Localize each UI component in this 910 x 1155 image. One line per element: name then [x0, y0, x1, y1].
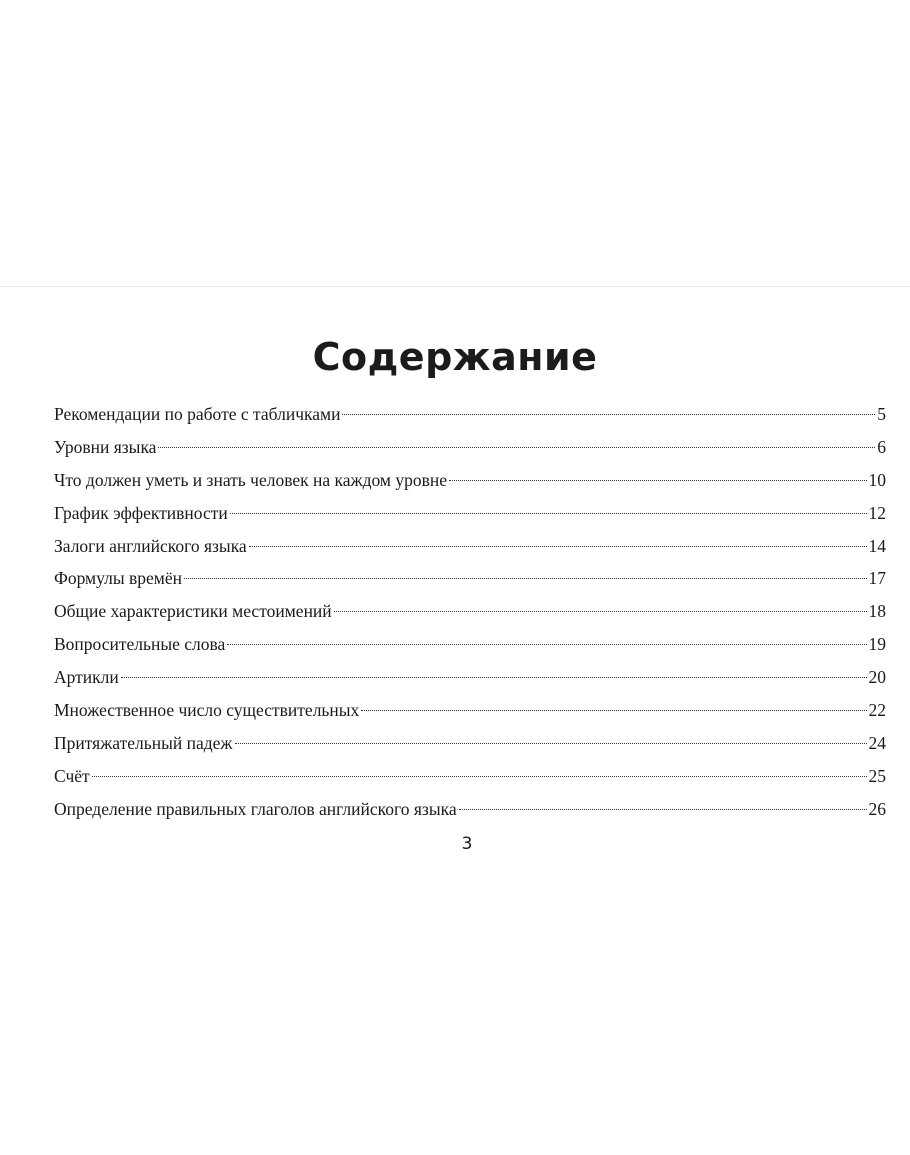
- dot-leader: [92, 776, 867, 777]
- toc-entry-page: 5: [877, 404, 886, 424]
- toc-entry-label: Рекомендации по работе с табличками: [54, 404, 341, 424]
- dot-leader: [227, 644, 866, 645]
- toc-entry-label: Определение правильных глаголов английского языка: [54, 798, 457, 819]
- toc-entry-label: Формулы времён: [54, 568, 182, 589]
- toc-entry-page: 20: [868, 667, 886, 688]
- dot-leader: [334, 611, 867, 612]
- toc-entry-label: Вопросительные слова: [54, 634, 226, 655]
- toc-entry-page: 19: [868, 634, 886, 655]
- dot-leader: [121, 677, 867, 678]
- toc-entry-label: График эффективности: [54, 502, 228, 523]
- toc-entry-page: 22: [868, 700, 886, 721]
- toc-entry-page: 26: [868, 798, 886, 819]
- toc-entry-label: Уровни языка: [54, 436, 157, 457]
- toc-entry-page: 25: [868, 765, 886, 786]
- toc-entry[interactable]: [54, 398, 886, 431]
- toc-entry[interactable]: [54, 595, 886, 628]
- toc-entry[interactable]: [54, 760, 886, 793]
- toc-entry[interactable]: [54, 530, 886, 563]
- table-of-contents: [54, 398, 886, 826]
- toc-entry-label: Притяжательный падеж: [54, 732, 233, 753]
- dot-leader: [158, 447, 875, 448]
- toc-entry-label: Что должен уметь и знать человек на каждом уровне: [54, 469, 448, 490]
- dot-leader: [361, 710, 866, 711]
- dot-leader: [342, 414, 875, 415]
- dot-leader: [235, 743, 867, 744]
- toc-entry-page: 24: [868, 732, 886, 753]
- toc-entry-page: 14: [868, 535, 886, 556]
- toc-entry[interactable]: [54, 661, 886, 694]
- toc-entry[interactable]: [54, 464, 886, 497]
- toc-entry[interactable]: [54, 727, 886, 760]
- toc-entry[interactable]: [54, 431, 886, 464]
- toc-entry-page: 10: [868, 469, 886, 490]
- dot-leader: [184, 578, 867, 579]
- toc-entry-label: Общие характеристики местоимений: [54, 601, 332, 622]
- page-number: 3: [461, 834, 473, 854]
- toc-entry-page: 18: [868, 601, 886, 622]
- dot-leader: [230, 513, 867, 514]
- toc-entry-label: Множественное число существительных: [54, 700, 360, 721]
- toc-entry-page: 12: [868, 502, 886, 523]
- toc-entry-page: 17: [868, 568, 886, 589]
- toc-entry-label: Артикли: [54, 667, 119, 688]
- toc-entry-page: 6: [877, 436, 886, 457]
- toc-entry-label: Счёт: [54, 765, 90, 786]
- toc-entry[interactable]: [54, 793, 886, 826]
- toc-entry-label: Залоги английского языка: [54, 535, 247, 556]
- dot-leader: [459, 809, 867, 810]
- toc-entry[interactable]: [54, 628, 886, 661]
- dot-leader: [249, 546, 867, 547]
- page-divider: [0, 286, 910, 287]
- page-title: Содержание: [312, 335, 598, 379]
- toc-entry[interactable]: [54, 497, 886, 530]
- dot-leader: [449, 480, 866, 481]
- toc-entry[interactable]: [54, 694, 886, 727]
- toc-entry[interactable]: [54, 562, 886, 595]
